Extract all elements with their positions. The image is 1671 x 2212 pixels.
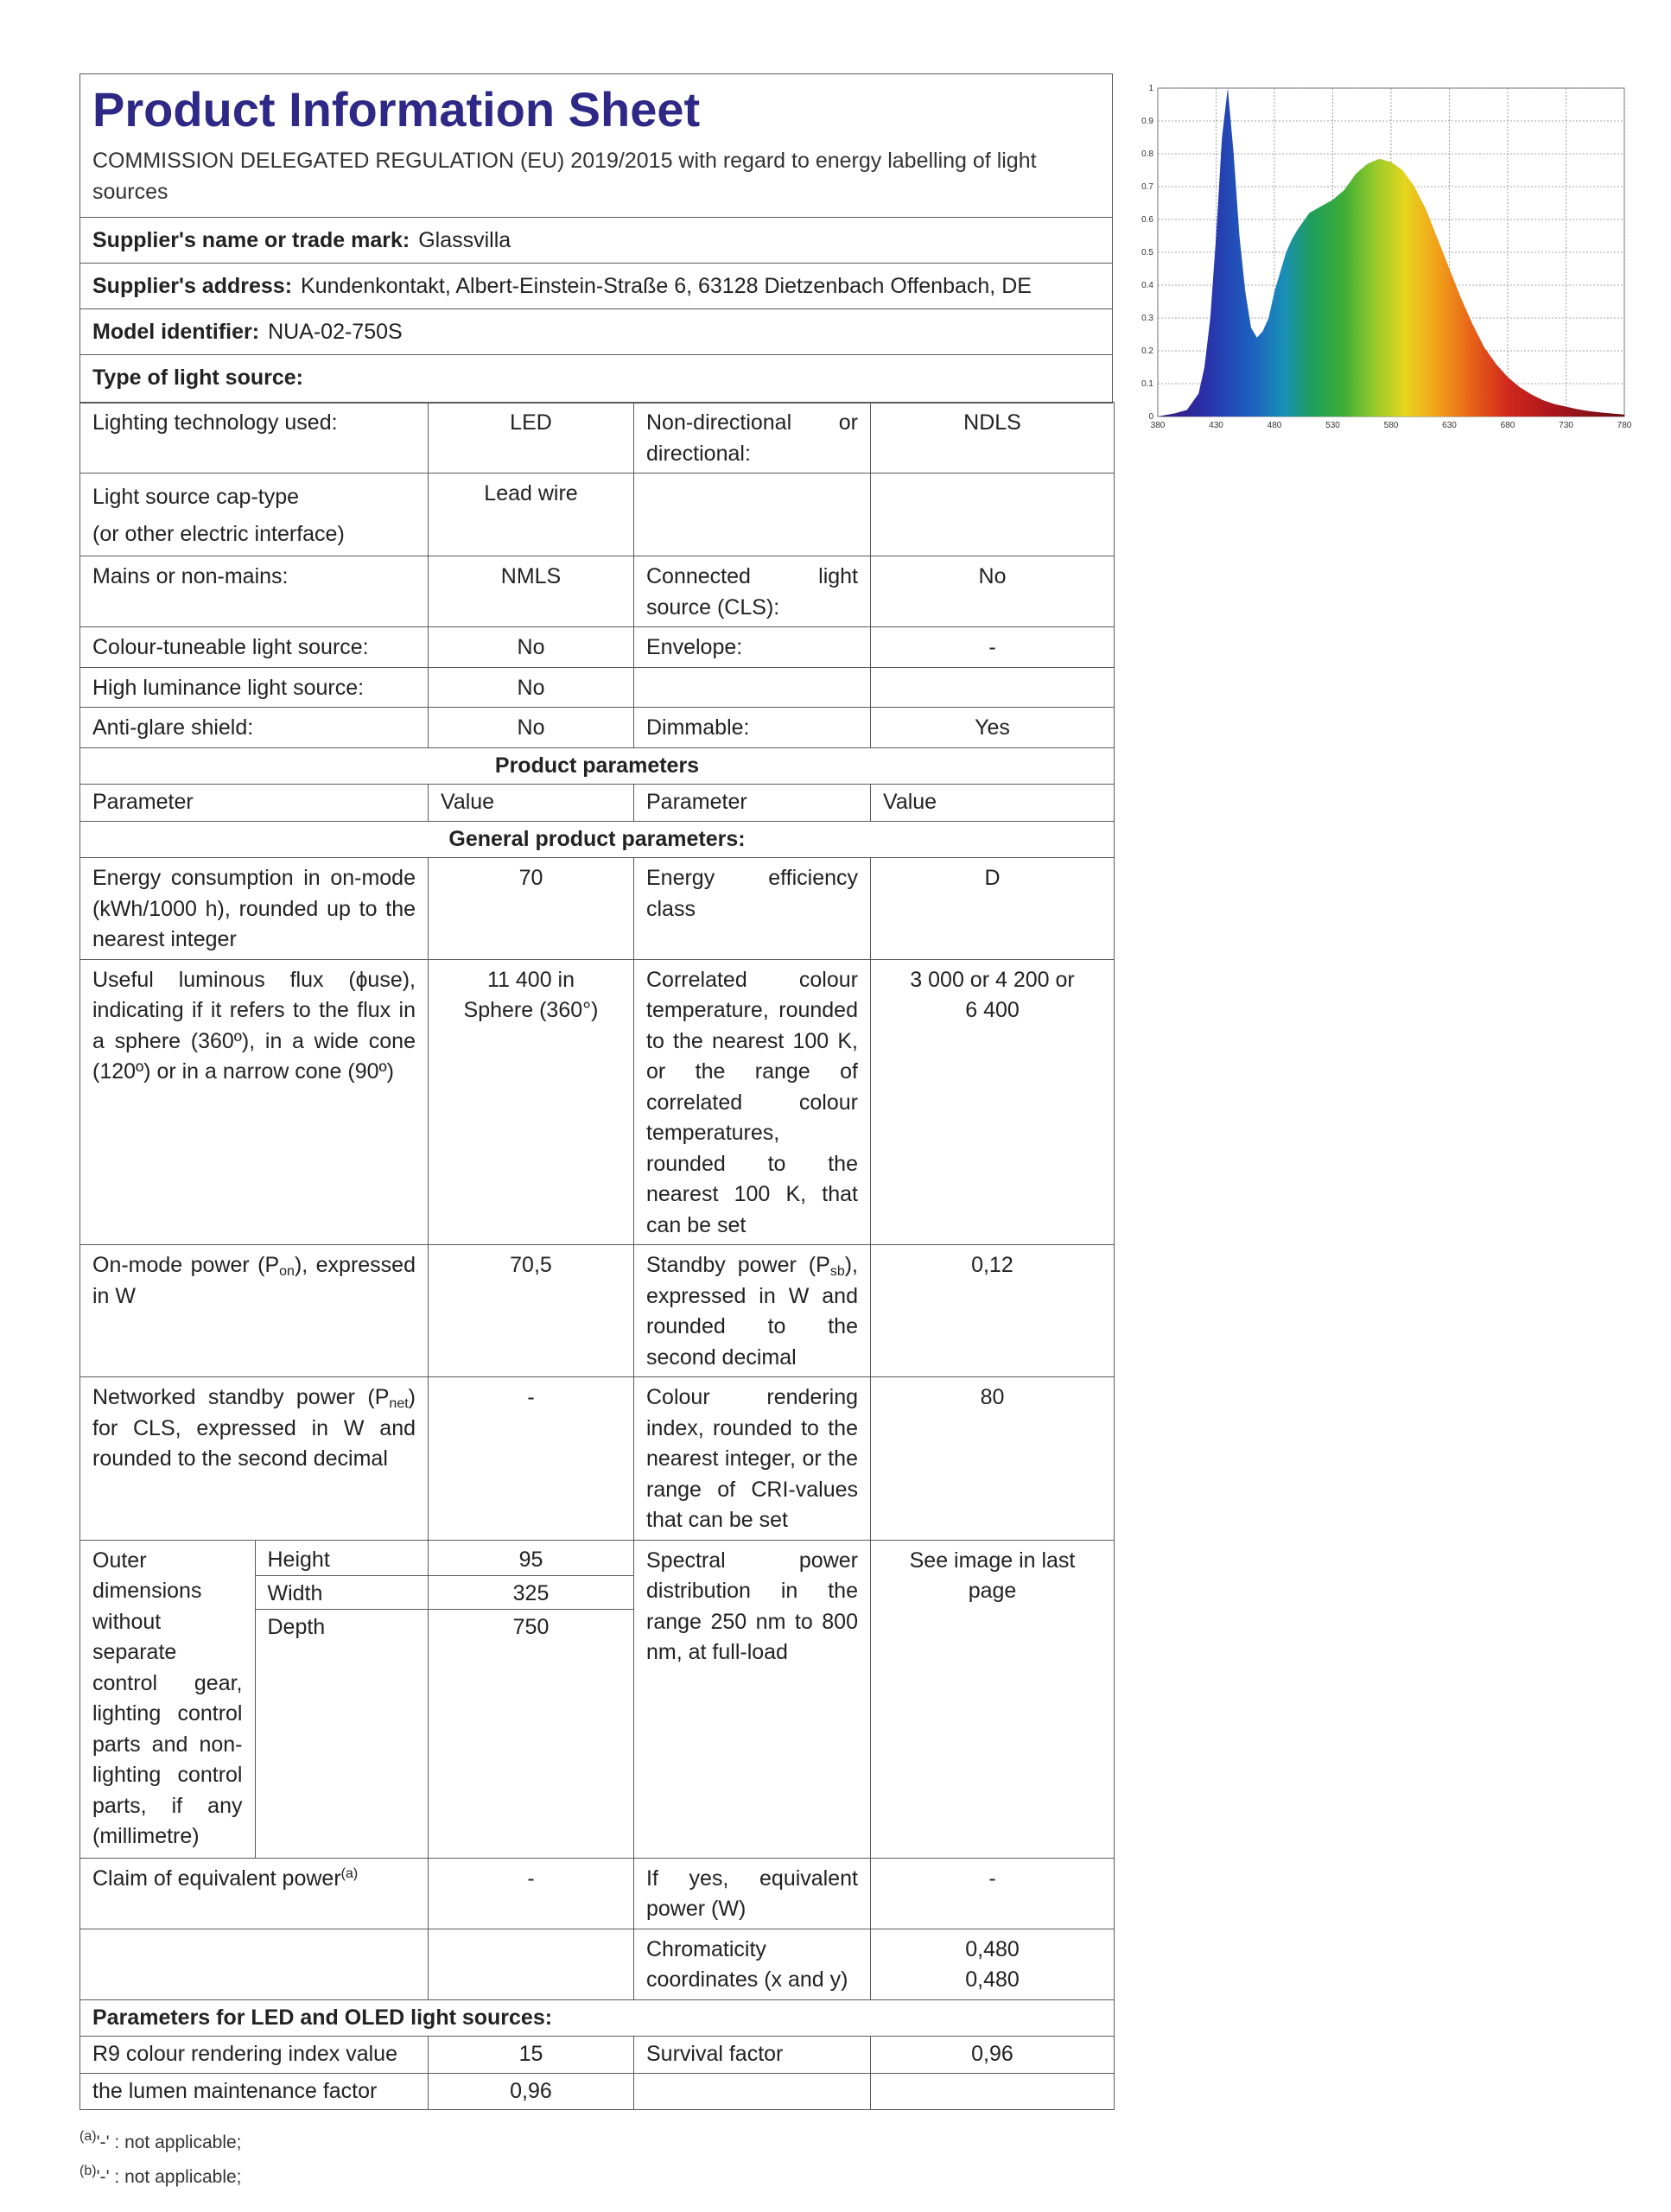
table-row: [80, 403, 1115, 474]
equivalent-power-label-text: Claim of equivalent power: [92, 1866, 341, 1891]
table-row: [80, 1999, 1115, 2037]
x-tick-label: 430: [1209, 421, 1223, 430]
table-row: [80, 1245, 1115, 1377]
dimension-labels: [255, 1541, 428, 1858]
chromaticity-x: 0,480: [965, 1936, 1020, 1961]
equivalent-power-value: -: [429, 1858, 634, 1929]
width-label: Width: [256, 1576, 429, 1610]
x-tick-label: 480: [1267, 421, 1282, 430]
survival-factor-label: Survival factor: [634, 2037, 871, 2074]
y-tick-label: 0.6: [1141, 215, 1153, 225]
standby-power-label-text: Standby power (P: [646, 1253, 830, 1277]
supplier-value: Glassvilla: [418, 227, 511, 252]
high-luminance-value: No: [429, 667, 634, 708]
table-row: [80, 556, 1115, 627]
table-row: [80, 627, 1115, 668]
networked-standby-label-text-2: ) for CLS, expressed in W and rounded to the second decimal: [92, 1385, 416, 1471]
on-mode-power-label-text-2: ), expressed in W: [92, 1253, 416, 1308]
energy-consumption-label: Energy consumption in on-mode (kWh/1000 h), rounded up to the nearest integer: [80, 858, 429, 960]
y-tick-label: 0.2: [1141, 346, 1153, 356]
on-mode-power-subscript: on: [279, 1264, 295, 1279]
empty-cell: [634, 2073, 871, 2110]
anti-glare-label: Anti-glare shield:: [80, 708, 429, 748]
supplier-row: [80, 217, 1112, 263]
footnote-b-mark: (b): [79, 2163, 97, 2178]
y-tick-label: 0.4: [1141, 281, 1153, 290]
networked-standby-label-text: Networked standby power (P: [92, 1385, 390, 1409]
column-header-value: Value: [429, 785, 634, 822]
survival-factor-value: 0,96: [871, 2037, 1115, 2074]
spectral-label: Spectral power distribution in the range 250 nm to 800 nm, at full-load: [634, 1540, 871, 1858]
networked-standby-label: [80, 1377, 429, 1541]
table-row: [80, 1929, 1115, 1999]
directional-value: NDLS: [871, 403, 1115, 474]
height-value: 95: [429, 1541, 633, 1576]
cap-type-label: [80, 474, 429, 556]
lumen-maintenance-value: 0,96: [429, 2073, 634, 2110]
cls-label: Connected light source (CLS):: [634, 556, 871, 627]
dimensions-cell: [80, 1540, 429, 1858]
dimensions-label: Outer dimensions without separate control gear, lighting control parts and non-lighting control parts, if any (millimetre): [80, 1541, 255, 1858]
address-value: Kundenkontakt, Albert-Einstein-Straße 6, 63128 Dietzenbach Offenbach, DE: [301, 273, 1032, 298]
mains-value: NMLS: [429, 556, 634, 627]
general-parameters-header: General product parameters:: [80, 821, 1115, 858]
column-header-parameter: Parameter: [634, 785, 871, 822]
y-tick-label: 0.8: [1141, 149, 1153, 159]
dimension-values: [429, 1540, 634, 1858]
networked-standby-value: -: [429, 1377, 634, 1541]
table-row: [80, 1540, 1115, 1858]
cct-label: Correlated colour temperature, rounded to the nearest 100 K, or the range of correlated colour temperatures, rounded to the nearest 100 K, that can be set: [634, 959, 871, 1245]
dimmable-label: Dimmable:: [634, 708, 871, 748]
product-information-sheet: [79, 73, 1111, 2195]
standby-power-label-text-2: ), expressed in W and rounded to the second decimal: [646, 1253, 858, 1370]
chromaticity-y: 0,480: [965, 1967, 1020, 1992]
cri-value: 80: [871, 1377, 1115, 1541]
cap-type-label-line1: Light source cap-type: [92, 485, 300, 509]
energy-class-value: D: [871, 858, 1115, 960]
model-value: NUA-02-750S: [268, 320, 403, 344]
footnotes: [79, 2126, 1111, 2195]
tuneable-label: Colour-tuneable light source:: [80, 627, 429, 668]
empty-cell: [871, 474, 1115, 556]
y-tick-label: 0.9: [1141, 117, 1153, 126]
lumen-maintenance-label: the lumen maintenance factor: [80, 2073, 429, 2110]
x-tick-label: 530: [1325, 421, 1340, 430]
table-row: [80, 1858, 1115, 1929]
table-row: [80, 2037, 1115, 2074]
table-row: [80, 785, 1115, 822]
table-row: [80, 821, 1115, 858]
header-box: [79, 73, 1113, 404]
address-row: [80, 263, 1112, 308]
cct-value: 3 000 or 4 200 or 6 400: [871, 959, 1115, 1245]
r9-value: 15: [429, 2037, 634, 2074]
spectral-value: See image in last page: [871, 1540, 1115, 1858]
r9-label: R9 colour rendering index value: [80, 2037, 429, 2074]
table-row: [80, 858, 1115, 960]
y-tick-label: 1: [1148, 84, 1153, 93]
y-tick-label: 0.3: [1141, 314, 1153, 323]
width-value: 325: [429, 1576, 633, 1610]
dimmable-value: Yes: [871, 708, 1115, 748]
x-tick-label: 730: [1559, 421, 1573, 430]
type-header-label: Type of light source:: [92, 365, 303, 391]
directional-label: Non-directional or directional:: [634, 403, 871, 474]
dimensions-inner: [80, 1541, 428, 1858]
table-row: [80, 747, 1115, 785]
footnote-b-text: '-' : not applicable;: [96, 2166, 242, 2187]
if-yes-label: If yes, equivalent power (W): [634, 1858, 871, 1929]
equivalent-power-label: [80, 1858, 429, 1929]
table-row: [80, 1377, 1115, 1541]
product-parameters-header: Product parameters: [80, 747, 1115, 785]
cls-value: No: [871, 556, 1115, 627]
table-row: [80, 708, 1115, 748]
energy-class-label: Energy efficiency class: [634, 858, 871, 960]
x-tick-label: 580: [1383, 421, 1399, 430]
anti-glare-value: No: [429, 708, 634, 748]
lighting-tech-value: LED: [429, 403, 634, 474]
luminous-flux-label: Useful luminous flux (ɸuse), indicating if it refers to the flux in a sphere (360º), in a wide cone (120º) or in a narrow cone (90º): [80, 959, 429, 1245]
y-tick-label: 0: [1148, 412, 1153, 422]
high-luminance-label: High luminance light source:: [80, 667, 429, 708]
on-mode-power-label: [80, 1245, 429, 1377]
x-tick-label: 680: [1500, 421, 1515, 430]
on-mode-power-value: 70,5: [429, 1245, 634, 1377]
cap-type-value: Lead wire: [429, 474, 634, 556]
y-tick-label: 0.1: [1141, 379, 1153, 389]
depth-value: 750: [512, 1614, 550, 1639]
chromaticity-value: [871, 1929, 1115, 1999]
spectral-distribution-chart: [1118, 76, 1636, 456]
footnote-a-mark: (a): [79, 2129, 97, 2144]
address-label: Supplier's address:: [92, 273, 293, 298]
empty-cell: [871, 2073, 1115, 2110]
footnote-a: [79, 2126, 1111, 2160]
empty-cell: [634, 474, 871, 556]
cap-type-label-line2: (or other electric interface): [92, 521, 345, 546]
model-label: Model identifier:: [92, 320, 260, 344]
lighting-tech-label: Lighting technology used:: [80, 403, 429, 474]
equivalent-power-footnote-mark: (a): [340, 1866, 359, 1881]
x-tick-label: 380: [1150, 421, 1166, 430]
table-row: [80, 474, 1115, 556]
y-tick-label: 0.5: [1141, 248, 1153, 257]
standby-power-value: 0,12: [871, 1245, 1115, 1377]
energy-consumption-value: 70: [429, 858, 634, 960]
chromaticity-label: Chromaticity coordinates (x and y): [634, 1929, 871, 1999]
column-header-value: Value: [871, 785, 1115, 822]
empty-cell: [429, 1929, 634, 1999]
regulation-subtitle: COMMISSION DELEGATED REGULATION (EU) 2019/2015 with regard to energy labelling of light sources: [92, 149, 1037, 205]
y-tick-label: 0.7: [1141, 182, 1153, 192]
standby-power-subscript: sb: [829, 1264, 845, 1279]
footnote-a-text: '-' : not applicable;: [96, 2133, 242, 2152]
cri-label: Colour rendering index, rounded to the nearest integer, or the range of CRI-values that can be set: [634, 1377, 871, 1541]
table-row: [80, 2073, 1115, 2110]
empty-cell: [634, 667, 871, 708]
x-tick-label: 630: [1442, 421, 1457, 430]
empty-cell: [80, 1929, 429, 1999]
page-title: Product Information Sheet: [92, 82, 701, 137]
envelope-label: Envelope:: [634, 627, 871, 668]
product-parameters-table: [79, 402, 1115, 2110]
column-header-parameter: Parameter: [80, 785, 429, 822]
standby-power-label: [634, 1245, 871, 1377]
supplier-label: Supplier's name or trade mark:: [92, 227, 410, 252]
height-label: Height: [256, 1541, 429, 1576]
type-header: [80, 354, 1112, 402]
envelope-value: -: [871, 627, 1115, 668]
mains-label: Mains or non-mains:: [80, 556, 429, 627]
table-row: [80, 959, 1115, 1245]
model-row: [80, 308, 1112, 354]
empty-cell: [871, 667, 1115, 708]
networked-standby-subscript: net: [389, 1396, 409, 1411]
luminous-flux-value: 11 400 in Sphere (360°): [429, 959, 634, 1245]
led-parameters-header: Parameters for LED and OLED light sources:: [80, 1999, 1115, 2037]
if-yes-value: -: [871, 1858, 1115, 1929]
x-tick-label: 780: [1617, 421, 1632, 430]
table-row: [80, 667, 1115, 708]
depth-label: Depth: [267, 1614, 326, 1639]
tuneable-value: No: [429, 627, 634, 668]
on-mode-power-label-text: On-mode power (P: [92, 1253, 280, 1277]
footnote-b: [79, 2160, 1111, 2195]
